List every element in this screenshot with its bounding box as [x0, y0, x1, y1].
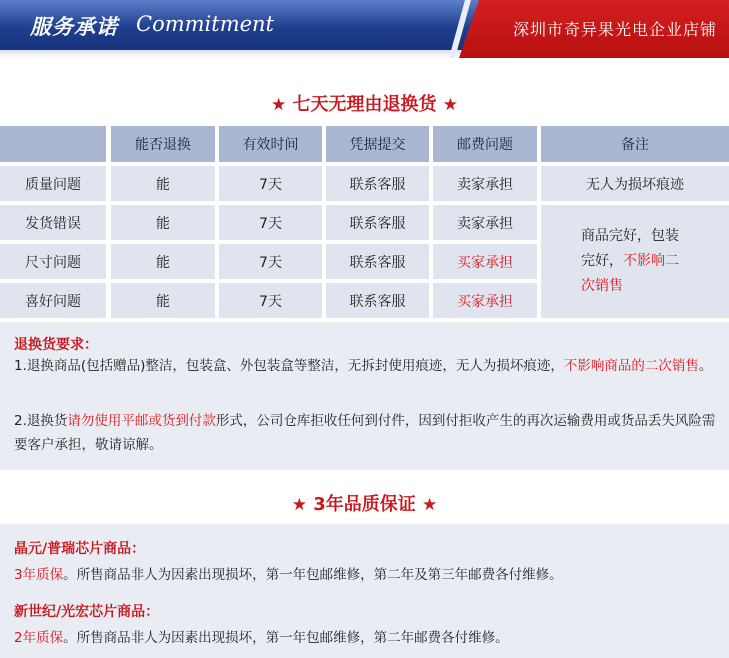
- warranty-group-title: 晶元/普瑞芯片商品：: [14, 541, 146, 557]
- table-cell-returnable: 能: [111, 166, 215, 201]
- warranty-group-title: 新世纪/光宏芯片商品：: [14, 604, 160, 620]
- section-title-returns: [0, 90, 729, 116]
- table-cell-postage: 卖家承担: [433, 205, 537, 240]
- table-cell-issue: 喜好问题: [0, 283, 106, 318]
- table-cell-period: 7天: [219, 205, 322, 240]
- requirement-text: 形式，公司仓库拒收任何到付件，因到付拒收产生的再次运输费用或货品丢失风险需要客户承担，敬请谅解。: [14, 413, 716, 453]
- warranty-detail: 。所售商品非人为因素出现损坏，第一年包邮维修，第二年及第三年邮费各付维修。: [63, 567, 563, 583]
- header-underline: [0, 50, 470, 58]
- requirement-item-2: [14, 409, 718, 457]
- table-cell-proof: 联系客服: [326, 166, 429, 201]
- table-header-cell: [0, 126, 106, 162]
- table-header-cell: 邮费问题: [433, 126, 537, 162]
- table-cell-proof: 联系客服: [326, 283, 429, 318]
- table-header-cell: 能否退换: [111, 126, 215, 162]
- requirement-highlight: 请勿使用平邮或货到付款: [67, 413, 216, 429]
- requirement-text: 。: [698, 358, 713, 374]
- requirement-item-1: [14, 354, 718, 378]
- table-cell-proof: 联系客服: [326, 244, 429, 279]
- header-title-cn: 服务承诺: [30, 15, 118, 39]
- note-text: [581, 224, 679, 299]
- header-title-en: Commitment: [136, 12, 274, 36]
- table-cell-issue: 质量问题: [0, 166, 106, 201]
- warranty-highlight: 3年质保: [14, 567, 64, 583]
- note-line: 商品完好，包装: [581, 228, 679, 244]
- warranty-detail: 。所售商品非人为因素出现损坏，第一年包邮维修，第二年邮费各付维修。: [63, 630, 509, 646]
- table-cell-issue: 发货错误: [0, 205, 106, 240]
- section-title-text: 3年品质保证: [313, 494, 416, 515]
- table-cell-issue: 尺寸问题: [0, 244, 106, 279]
- table-cell-postage: 买家承担: [433, 244, 537, 279]
- table-cell-period: 7天: [219, 244, 322, 279]
- requirement-text: 2.退换货: [14, 413, 68, 429]
- section-title-warranty: [0, 490, 729, 516]
- table-cell-period: 7天: [219, 166, 322, 201]
- table-cell-proof: 联系客服: [326, 205, 429, 240]
- table-cell-returnable: 能: [111, 244, 215, 279]
- table-cell-note-merged: [541, 205, 729, 318]
- star-icon: ★: [442, 95, 459, 115]
- star-icon: ★: [291, 495, 307, 515]
- requirement-highlight: 不影响商品的二次销售: [563, 358, 699, 374]
- requirement-text: 1.退换商品(包括赠品)整洁，包装盒、外包装盒等整洁，无拆封使用痕迹，无人为损坏痕迹，: [14, 358, 564, 374]
- star-icon: ★: [422, 495, 438, 515]
- table-header-cell: 凭据提交: [326, 126, 429, 162]
- warranty-highlight: 2年质保: [14, 630, 64, 646]
- warranty-group-text: [14, 626, 509, 646]
- requirements-title: 退换货要求：: [14, 337, 98, 353]
- table-cell-postage: 买家承担: [433, 283, 537, 318]
- header-shop-name: 深圳市奇异果光电企业店铺: [512, 20, 717, 39]
- star-icon: ★: [270, 95, 287, 115]
- table-cell-returnable: 能: [111, 283, 215, 318]
- section-title-text: 七天无理由退换货: [292, 94, 437, 115]
- table-header-cell: 有效时间: [219, 126, 322, 162]
- table-cell-returnable: 能: [111, 205, 215, 240]
- table-cell-postage: 卖家承担: [433, 166, 537, 201]
- table-cell-note: 无人为损坏痕迹: [541, 166, 729, 201]
- warranty-group-text: [14, 563, 563, 583]
- table-cell-period: 7天: [219, 283, 322, 318]
- header-banner: [0, 0, 729, 58]
- table-header-cell: 备注: [541, 126, 729, 162]
- note-line: 完好，: [581, 253, 623, 269]
- note-highlight: 不影响二: [623, 253, 679, 269]
- note-highlight: 次销售: [581, 278, 623, 294]
